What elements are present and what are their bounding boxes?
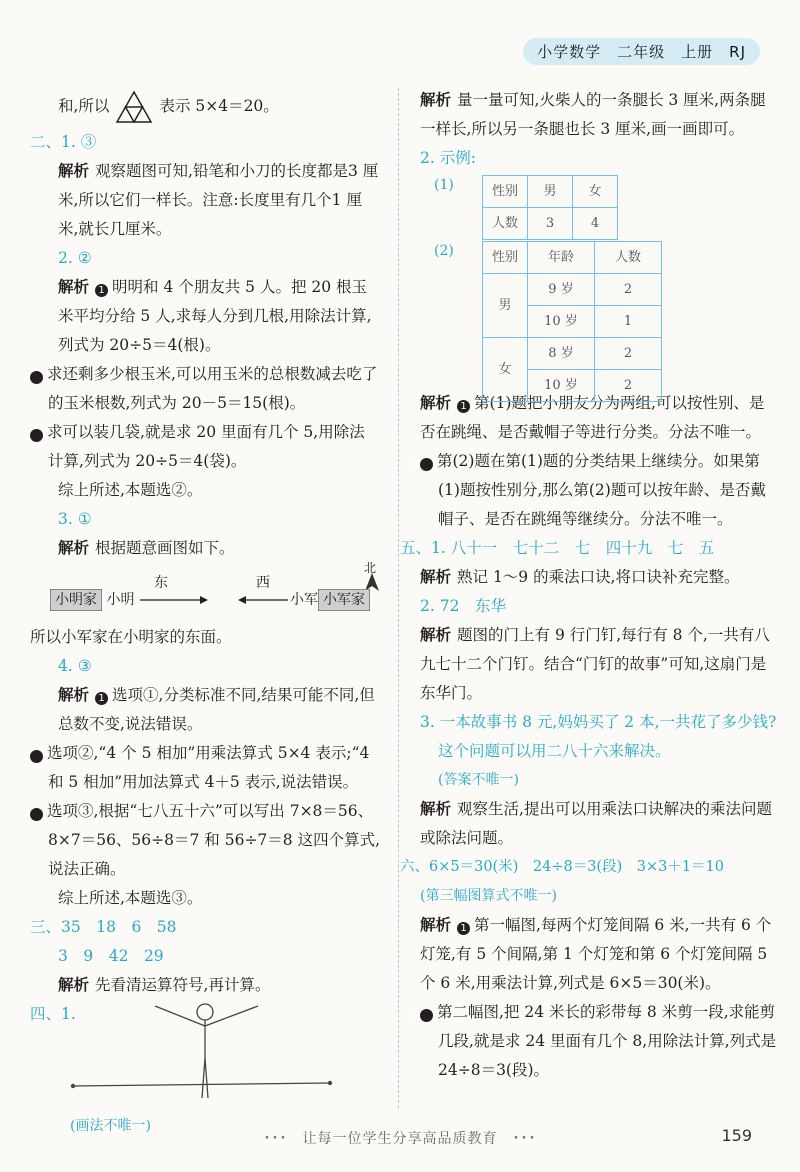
s2-4-b3: 选项③,根据“七八五十六”可以写出 7×8＝56、8×7＝56、56÷8＝7 和 56÷7＝8 这四个算式,说法正确。	[47, 802, 381, 878]
page-number: 159	[721, 1126, 752, 1145]
t2-tag: (2)	[434, 243, 454, 259]
t1-h1: 男	[528, 176, 573, 208]
jiexi-label: 解析	[420, 800, 452, 818]
s6-b1: 第一幅图,每两个灯笼间隔 6 米,一共有 6 个灯笼,有 5 个间隔,第 1 个灯笼和第 6 个灯笼间隔 5 个 6 米,用乘法计算,列式是 6×5＝30(米)。	[420, 916, 772, 992]
r1-text: 量一量可知,火柴人的一条腿长 3 厘米,两条腿一样长,所以另一条腿也长 3 厘米,画一画即可。	[420, 91, 766, 138]
jiexi-label: 解析	[420, 626, 452, 644]
jiexi-label: 解析	[420, 394, 452, 412]
header-badge: 小学数学 二年级 上册 RJ	[523, 38, 760, 65]
s4-note: (画法不唯一)	[70, 1118, 151, 1134]
s2-4-label: 4. ③	[58, 657, 92, 675]
table2-area	[420, 239, 778, 393]
t1-h2: 女	[573, 176, 618, 208]
table1-area	[420, 173, 778, 239]
s2-3-concl: 所以小军家在小明家的东面。	[30, 628, 232, 646]
bullet-2-icon: 2	[420, 1009, 433, 1022]
map-arrows	[50, 567, 390, 623]
t2-age: 9 岁	[528, 274, 595, 306]
t2-age: 10 岁	[528, 370, 595, 402]
t1-r0: 人数	[483, 208, 528, 240]
jiexi-label: 解析	[420, 91, 452, 109]
jiexi-label: 解析	[58, 278, 90, 296]
s6-note: (第三幅图算式不唯一)	[420, 888, 557, 904]
map-xiaojun-home: 小军家	[318, 589, 370, 611]
top-line-b: 表示 5×4＝20。	[159, 97, 279, 115]
bullet-3-icon: 3	[30, 808, 43, 821]
jiexi-label: 解析	[58, 686, 90, 704]
s5-3-note: (答案不唯一)	[438, 772, 519, 788]
s6-line: 六、6×5＝30(米) 24÷8＝3(段) 3×3＋1＝10	[400, 859, 725, 875]
r2-label: 2. 示例:	[420, 149, 476, 167]
t2-age: 8 岁	[528, 338, 595, 370]
map-xiaojun: 小军	[290, 592, 318, 608]
t2-count: 2	[595, 338, 662, 370]
bullet-2-icon: 2	[420, 458, 433, 471]
stick-figure-area	[30, 1000, 380, 1112]
left-column	[24, 86, 381, 1141]
r2-b2: 第(2)题在第(1)题的分类结果上继续分。如果第(1)题按性别分,那么第(2)题可以按年龄、是否戴帽子、是否在跳绳等继续分。分法不唯一。	[437, 452, 766, 528]
direction-map	[50, 561, 380, 623]
s4-label: 四、1.	[30, 1005, 76, 1023]
s2-3-label: 3. ①	[58, 510, 92, 528]
s5-3-analysis: 观察生活,提出可以用乘法口诀解决的乘法问题或除法问题。	[420, 800, 772, 847]
map-xiaoming: 小明	[106, 592, 135, 608]
bullet-2-icon: 2	[30, 750, 43, 763]
t1-r1: 3	[528, 208, 573, 240]
s2-4-b1: 选项①,分类标准不同,结果可能不同,但总数不变,说法错误。	[58, 686, 375, 733]
t2-g1: 男	[483, 274, 528, 338]
t2-h2: 人数	[595, 242, 662, 274]
r2-b1: 第(1)题把小朋友分为两组,可以按性别、是否在跳绳、是否戴帽子等进行分类。分法不唯一。	[420, 394, 765, 441]
t2-count: 2	[595, 274, 662, 306]
s2-3-text: 根据题意画图如下。	[95, 539, 235, 557]
map-east-label: 东	[154, 575, 168, 591]
t2-g2: 女	[483, 338, 528, 402]
right-column	[400, 86, 778, 1085]
s2-2-sum: 综上所述,本题选②。	[58, 481, 203, 499]
jiexi-label: 解析	[420, 916, 452, 934]
jiexi-label: 解析	[420, 568, 452, 586]
map-west-label: 西	[256, 575, 270, 591]
t1-r2: 4	[573, 208, 618, 240]
t2-h0: 性别	[483, 242, 528, 274]
s5-2-label: 2. 72 东华	[420, 597, 506, 615]
bullet-1-icon: 1	[95, 692, 108, 705]
map-xiaoming-home: 小明家	[50, 589, 102, 611]
s3-line1: 三、35 18 6 58	[30, 918, 177, 936]
map-north-label: 北	[364, 561, 377, 575]
s3-text: 先看清运算符号,再计算。	[95, 976, 271, 994]
table-2	[482, 241, 662, 402]
bullet-1-icon: 1	[457, 400, 470, 413]
footer-slogan: ･･･ 让每一位学生分享高品质教育 ･･･	[263, 1131, 537, 1147]
top-line	[30, 88, 380, 128]
t1-tag: (1)	[434, 177, 454, 193]
triangle-figure-icon	[115, 90, 153, 124]
top-line-a: 和,所以	[58, 97, 110, 115]
s5-3-text: 3. 一本故事书 8 元,妈妈买了 2 本,一共花了多少钱?这个问题可以用二八十六来解决。	[420, 713, 777, 760]
s2-2-label: 2. ②	[58, 249, 92, 267]
s5-text: 熟记 1～9 的乘法口诀,将口诀补充完整。	[457, 568, 740, 586]
s2-1-label: 二、1. ③	[30, 133, 97, 151]
s6-b2: 第二幅图,把 24 米长的彩带每 8 米剪一段,求能剪几段,就是求 24 里面有几个 8,用除法计算,列式是 24÷8＝3(段)。	[437, 1003, 777, 1079]
s2-4-sum: 综上所述,本题选③。	[58, 889, 203, 907]
t2-count: 2	[595, 370, 662, 402]
t2-age: 10 岁	[528, 306, 595, 338]
jiexi-label: 解析	[58, 976, 90, 994]
jiexi-label: 解析	[58, 162, 90, 180]
s2-1-text: 观察题图可知,铅笔和小刀的长度都是3 厘米,所以它们一样长。注意:长度里有几个1 厘米,就长几厘米。	[58, 162, 379, 238]
t2-h1: 年龄	[528, 242, 595, 274]
bullet-3-icon: 3	[30, 429, 43, 442]
t1-h0: 性别	[483, 176, 528, 208]
bullet-1-icon: 1	[95, 284, 108, 297]
s2-4-b2: 选项②,“4 个 5 相加”用乘法算式 5×4 表示;“4 和 5 相加”用加法算式 4＋5 表示,说法错误。	[47, 744, 370, 791]
bullet-2-icon: 2	[30, 371, 43, 384]
s5-line: 五、1. 八十一 七十二 七 四十九 七 五	[400, 539, 715, 557]
s2-2-b2: 求还剩多少根玉米,可以用玉米的总根数减去吃了的玉米根数,列式为 20－5＝15(根)。	[47, 365, 378, 412]
jiexi-label: 解析	[58, 539, 90, 557]
s2-2-b1: 明明和 4 个朋友共 5 人。把 20 根玉米平均分给 5 人,求每人分到几根,用除法计算,列式为 20÷5＝4(根)。	[58, 278, 372, 354]
s3-line2: 3 9 42 29	[58, 947, 164, 965]
column-divider	[398, 88, 399, 1108]
table-1	[482, 175, 618, 240]
t2-count: 1	[595, 306, 662, 338]
s5-2-text: 题图的门上有 9 行门钉,每行有 8 个,一共有八九七十二个门钉。结合“门钉的故事”可知,这扇门是东华门。	[420, 626, 770, 702]
bullet-1-icon: 1	[457, 922, 470, 935]
stick-figure-drawing	[30, 1000, 370, 1112]
s2-2-b3: 求可以装几袋,就是求 20 里面有几个 5,用除法计算,列式为 20÷5＝4(袋)。	[47, 423, 365, 470]
